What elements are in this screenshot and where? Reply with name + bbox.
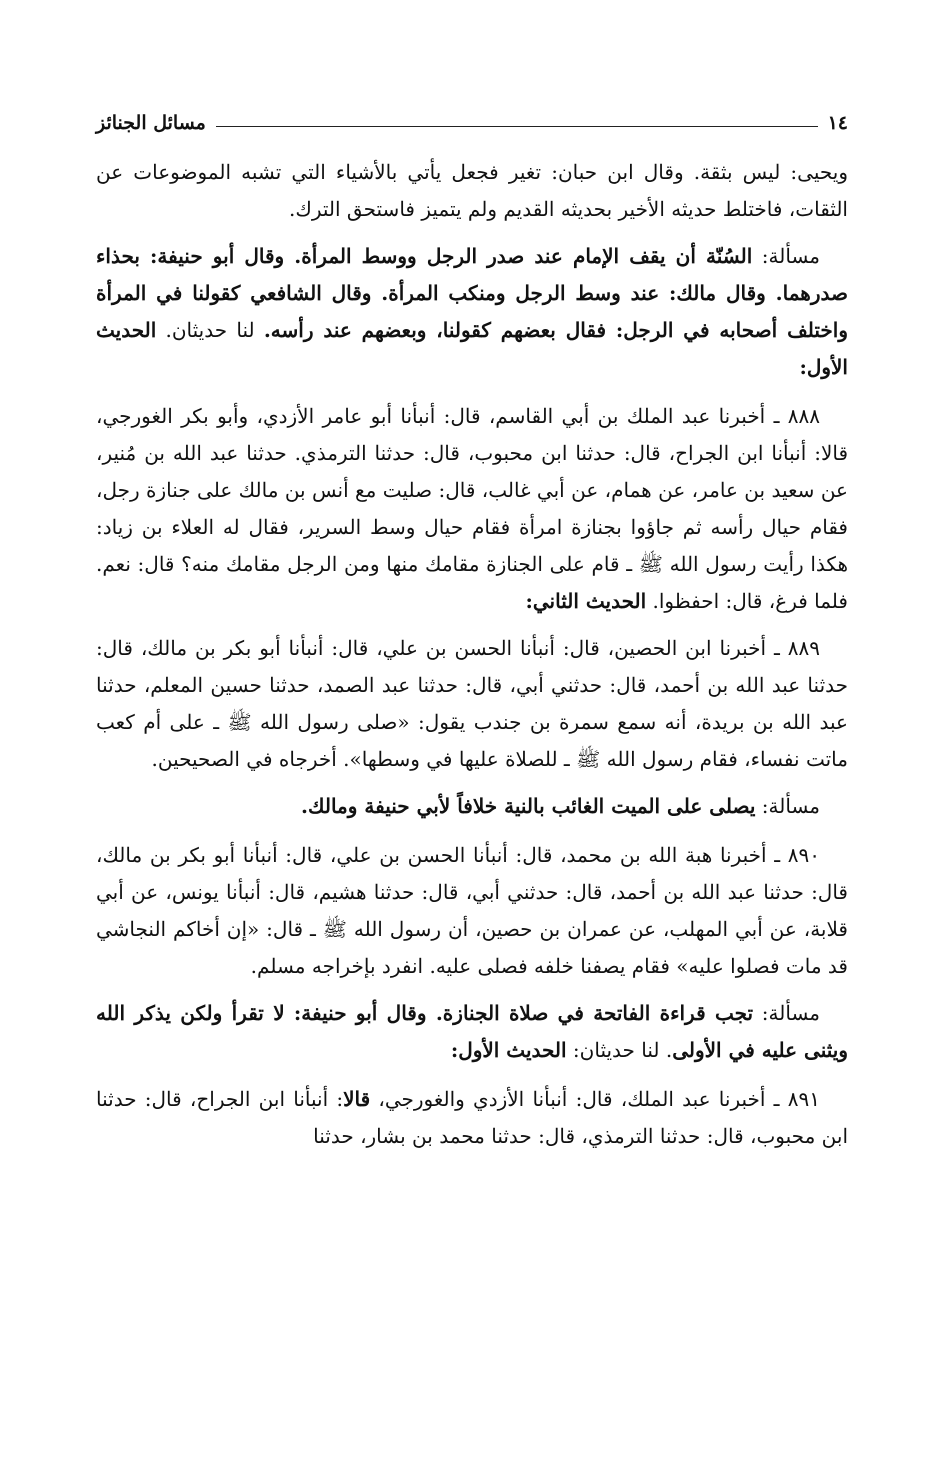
text-run: : أنبأنا ابن الجراح، قال: حدثنا ابن محبوب، قال: حدثنا الترمذي، قال: حدثنا محمد بن بشار، حدثنا <box>96 1087 848 1148</box>
text-run: لنا حديثان. <box>156 318 264 342</box>
text-run: ٨٨٩ ـ أخبرنا ابن الحصين، قال: أنبأنا الحسن بن علي، قال: أنبأنا أبو بكر بن مالك، قال: حدثنا عبد الله بن أحمد، قال: حدثني أبي، قال: حدثنا عبد الصمد، حدثنا حسين المعلم، حدثنا عبد الله بن بريدة، أنه سمع سمرة بن جندب يقول: «صلى رسول الله ﷺ ـ على أم كعب ماتت نفساء، فقام رسول الله ﷺ ـ للصلاة عليها في وسطها». أخرجاه في الصحيحين. <box>96 636 848 771</box>
text-run: ٨٨٨ ـ أخبرنا عبد الملك بن أبي القاسم، قال: أنبأنا أبو عامر الأزدي، وأبو بكر الغورجي، قالا: أنبأنا ابن الجراح، قال: حدثنا ابن محبوب، قال: حدثنا الترمذي. حدثنا عبد الله بن مُنير، عن سعيد بن عامر، عن همام، عن أبي غالب، قال: صليت مع أنس بن مالك على جنازة رجل، فقام حيال رأسه ثم جاؤوا بجنازة امرأة فقام حيال وسط السرير، فقال له العلاء بن زياد: هكذا رأيت رسول الله ﷺ ـ قام على الجنازة مقامك منها ومن الرجل مقامك منه؟ قال: نعم. فلما فرغ، قال: احفظوا. <box>96 404 848 613</box>
text-run: ٨٩٠ ـ أخبرنا هبة الله بن محمد، قال: أنبأنا الحسن بن علي، قال: أنبأنا أبو بكر بن مالك، قال: حدثنا عبد الله بن أحمد، قال: حدثني أبي، قال: حدثنا هشيم، قال: أنبأنا يونس، عن أبي قلابة، عن أبي المهلب، عن عمران بن حصين، أن رسول الله ﷺ ـ قال: «إن أخاكم النجاشي قد مات فصلوا عليه» فقام يصفنا خلفه فصلى عليه. انفرد بإخراجه مسلم. <box>96 843 848 978</box>
bold-text: يصلى على الميت الغائب بالنية خلافاً لأبي حنيفة ومالك. <box>301 794 756 818</box>
page-number: ١٤ <box>827 112 848 134</box>
text-run: . لنا حديثان: <box>566 1038 673 1062</box>
masala-paragraph <box>96 788 848 825</box>
bold-text: الحديث الأول: <box>450 1038 567 1062</box>
body-text <box>96 154 848 1155</box>
hadith-paragraph <box>96 837 848 985</box>
page <box>96 96 848 1165</box>
bold-text: الحديث الأول: <box>96 318 848 379</box>
bold-text: السُنّة أن يقف الإمام عند صدر الرجل ووسط المرأة. وقال أبو حنيفة: بحذاء صدرهما. وقال مالك: عند وسط الرجل ومنكب المرأة. وقال الشافعي كقولنا في المرأة واختلف أصحابه في الرجل: فقال بعضهم كقولنا، وبعضهم عند رأسه. <box>96 244 849 342</box>
text-run: مسألة: <box>752 244 820 268</box>
bold-text: تجب قراءة الفاتحة في صلاة الجنازة. وقال أبو حنيفة: لا تقرأ ولكن يذكر الله ويثنى عليه في الأولى <box>96 1001 848 1062</box>
running-title: مسائل الجنائز <box>96 112 206 134</box>
text-run: ٨٩١ ـ أخبرنا عبد الملك، قال: أنبأنا الأزدي والغورجي، <box>370 1087 820 1111</box>
masala-paragraph <box>96 238 848 386</box>
hadith-paragraph <box>96 630 848 778</box>
hadith-paragraph <box>96 398 848 620</box>
page-header <box>96 96 848 136</box>
text-run: مسألة: <box>755 794 820 818</box>
bold-text: الحديث الثاني: <box>525 589 647 613</box>
bold-text: قالا <box>343 1087 371 1111</box>
masala-paragraph <box>96 995 848 1069</box>
hadith-paragraph <box>96 1081 848 1155</box>
text-run: مسألة: <box>753 1001 820 1025</box>
text-run: ويحيى: ليس بثقة. وقال ابن حبان: تغير فجعل يأتي بالأشياء التي تشبه الموضوعات عن الثقات، فاختلط حديثه الأخير بحديثه القديم ولم يتميز فاستحق الترك. <box>96 160 848 221</box>
continuation-paragraph <box>96 154 848 228</box>
header-rule <box>216 126 818 127</box>
